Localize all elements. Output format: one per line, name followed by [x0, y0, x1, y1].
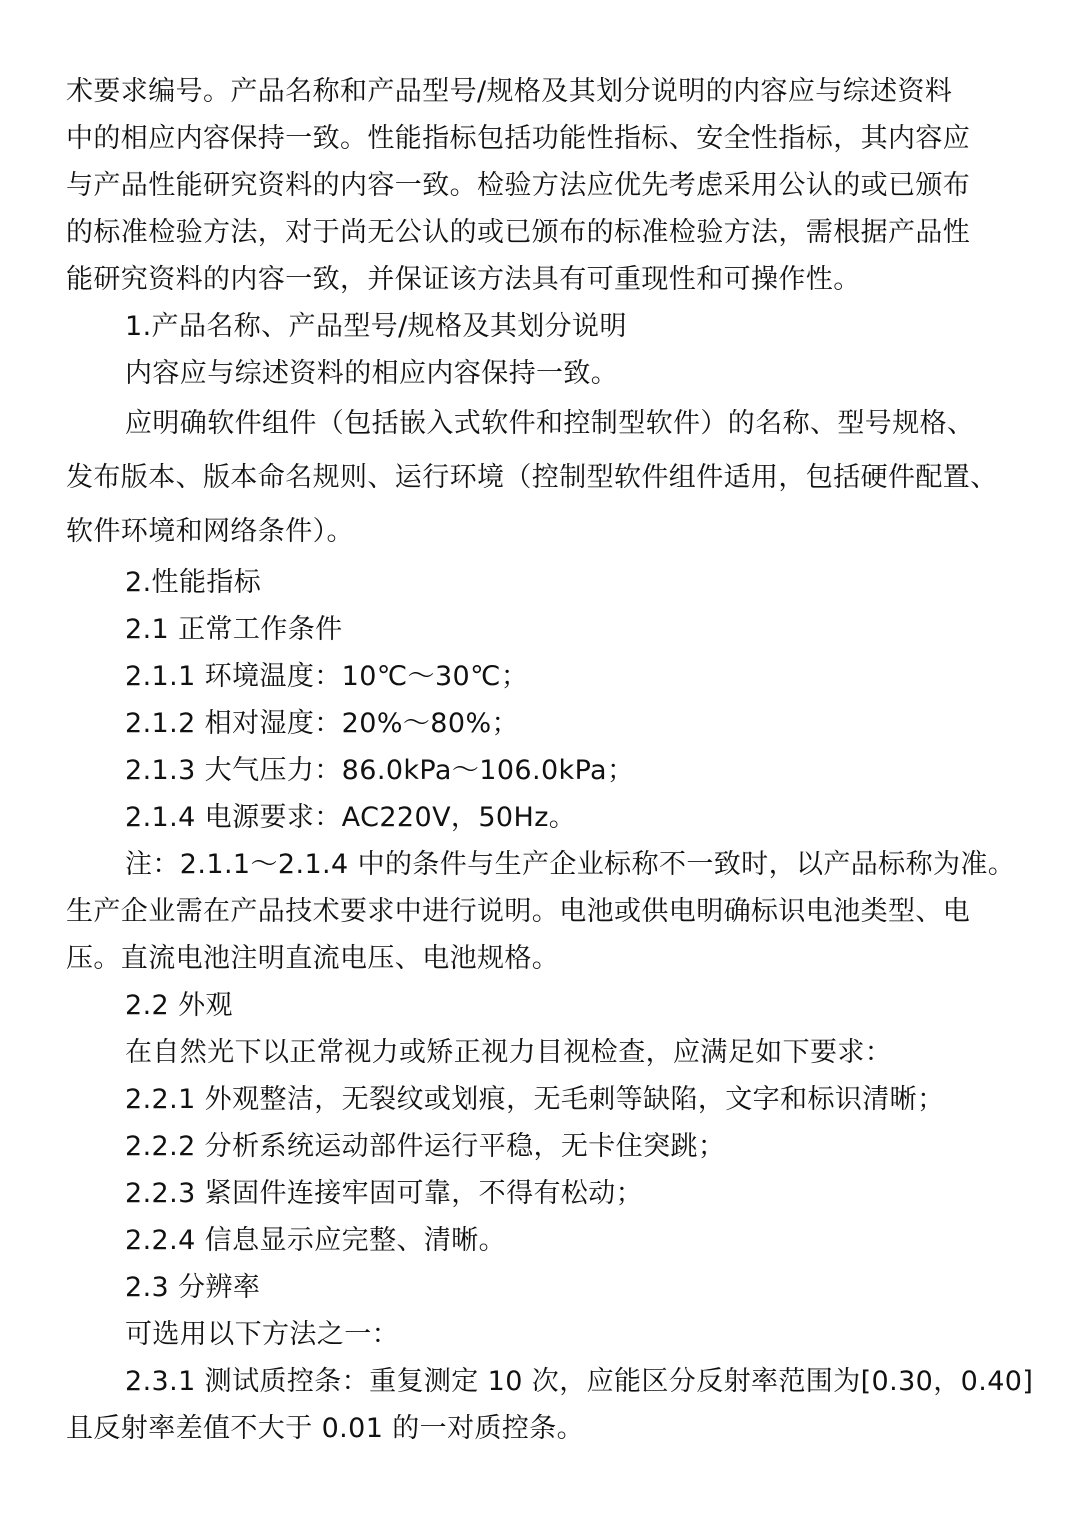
intro-line: 能研究资料的内容一致，并保证该方法具有可重现性和可操作性。	[66, 264, 861, 295]
condition-note-line: 生产企业需在产品技术要求中进行说明。电池或供电明确标识电池类型、电	[66, 896, 971, 927]
condition-item: 2.1.2 相对湿度：20%～80%；	[125, 708, 519, 739]
section-2-1-heading: 2.1 正常工作条件	[125, 614, 343, 645]
appearance-item: 2.2.3 紧固件连接牢固可靠，不得有松动；	[125, 1178, 644, 1209]
section-1-software-line: 软件环境和网络条件）。	[66, 516, 354, 547]
section-1-software-line: 应明确软件组件（包括嵌入式软件和控制型软件）的名称、型号规格、	[125, 408, 975, 439]
document-body	[66, 68, 1034, 1452]
section-2-3-heading: 2.3 分辨率	[125, 1272, 261, 1303]
intro-line: 与产品性能研究资料的内容一致。检验方法应优先考虑采用公认的或已颁布	[66, 170, 971, 201]
condition-item: 2.1.4 电源要求：AC220V，50Hz。	[125, 802, 577, 833]
resolution-intro: 可选用以下方法之一：	[125, 1319, 399, 1350]
appearance-item: 2.2.4 信息显示应完整、清晰。	[125, 1225, 507, 1256]
section-2-heading: 2.性能指标	[125, 567, 262, 598]
resolution-item-line: 且反射率差值不大于 0.01 的一对质控条。	[66, 1413, 585, 1444]
section-1-paragraph: 内容应与综述资料的相应内容保持一致。	[125, 358, 619, 389]
section-1-heading: 1.产品名称、产品型号/规格及其划分说明	[125, 311, 627, 342]
condition-item: 2.1.3 大气压力：86.0kPa～106.0kPa；	[125, 755, 635, 786]
appearance-item: 2.2.2 分析系统运动部件运行平稳，无卡住突跳；	[125, 1131, 726, 1162]
appearance-intro: 在自然光下以正常视力或矫正视力目视检查，应满足如下要求：	[125, 1037, 893, 1068]
intro-line: 中的相应内容保持一致。性能指标包括功能性指标、安全性指标，其内容应	[66, 123, 971, 154]
condition-note-line: 压。直流电池注明直流电压、电池规格。	[66, 943, 560, 974]
intro-line: 术要求编号。产品名称和产品型号/规格及其划分说明的内容应与综述资料	[66, 76, 953, 107]
condition-note-line: 注：2.1.1～2.1.4 中的条件与生产企业标称不一致时，以产品标称为准。	[125, 849, 1016, 880]
appearance-item: 2.2.1 外观整洁，无裂纹或划痕，无毛刺等缺陷，文字和标识清晰；	[125, 1084, 945, 1115]
intro-line: 的标准检验方法，对于尚无公认的或已颁布的标准检验方法，需根据产品性	[66, 217, 971, 248]
condition-item: 2.1.1 环境温度：10℃～30℃；	[125, 661, 529, 692]
resolution-item-line: 2.3.1 测试质控条：重复测定 10 次，应能区分反射率范围为[0.30，0.40]	[125, 1366, 1034, 1397]
section-2-2-heading: 2.2 外观	[125, 990, 233, 1021]
section-1-software-line: 发布版本、版本命名规则、运行环境（控制型软件组件适用，包括硬件配置、	[66, 462, 998, 493]
